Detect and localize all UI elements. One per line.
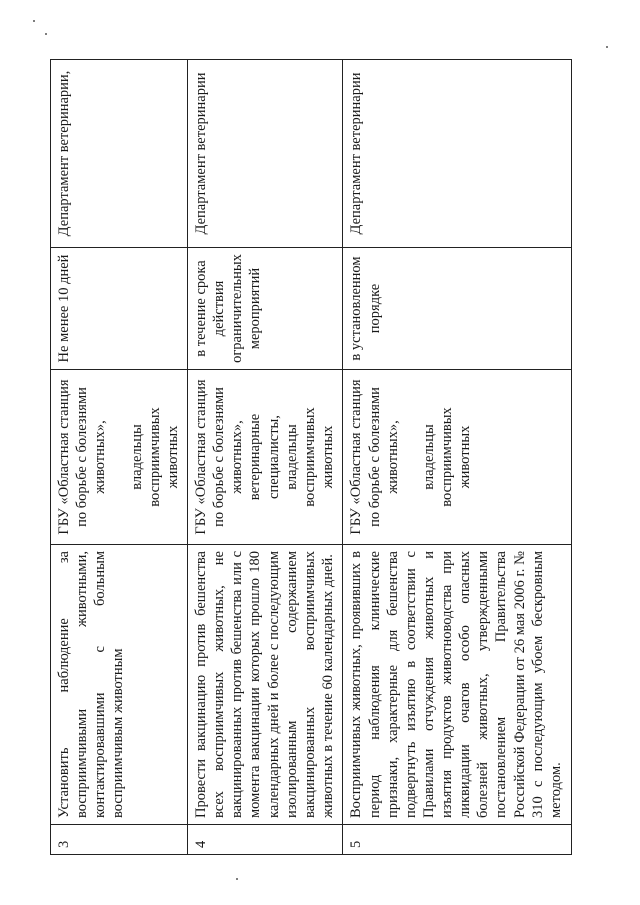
responsible-cell: Департамент ветеринарии, xyxy=(51,60,188,248)
table-row xyxy=(343,60,572,855)
action-cell: Провести вакцинацию против бешенства всех восприимчивых животных, не вакцинированных против бешенства или с момента вакцинации которых прошло 180 календарных дней и более с последующим изолированным содержанием вакцинированных восприимчивых животных в течение 60 календарных дней. xyxy=(188,545,343,825)
row-number: 4 xyxy=(188,825,343,855)
responsible-cell: Департамент ветеринарии xyxy=(343,60,572,248)
table-row xyxy=(188,60,343,855)
executors-cell: ГБУ «Областная станция по борьбе с болезнями животных», владельцы восприимчивых животных xyxy=(51,370,188,545)
measures-table xyxy=(50,59,572,855)
scan-speck xyxy=(606,46,608,48)
action-cell: Установить наблюдение за восприимчивыми животными, контактировавшими с больным восприимчивым животным xyxy=(51,545,188,825)
row-number: 5 xyxy=(343,825,572,855)
term-cell: в течение срока действия ограничительных мероприятий xyxy=(188,248,343,370)
scan-speck xyxy=(45,33,47,35)
action-cell: Восприимчивых животных, проявивших в период наблюдения клинические признаки, характерные для бешенства подвергнуть изъятию в соответствии с Правилами отчуждения животных и изъятия продуктов животноводства при ликвидации очагов особо опасных болезней животных, утвержденными постановлением Правительства Российской Федерации от 26 мая 2006 г. № 310 с последующим убоем бескровным методом. xyxy=(343,545,572,825)
term-cell: Не менее 10 дней xyxy=(51,248,188,370)
executors-cell: ГБУ «Областная станция по борьбе с болезнями животных», владельцы восприимчивых животных xyxy=(343,370,572,545)
scan-speck xyxy=(236,878,238,880)
table-row xyxy=(51,60,188,855)
term-cell: в установленном порядке xyxy=(343,248,572,370)
responsible-cell: Департамент ветеринарии xyxy=(188,60,343,248)
row-number: 3 xyxy=(51,825,188,855)
scan-speck xyxy=(33,20,35,22)
rotated-table-area xyxy=(50,60,572,855)
executors-cell: ГБУ «Областная станция по борьбе с болезнями животных», ветеринарные специалисты, владельцы восприимчивых животных xyxy=(188,370,343,545)
